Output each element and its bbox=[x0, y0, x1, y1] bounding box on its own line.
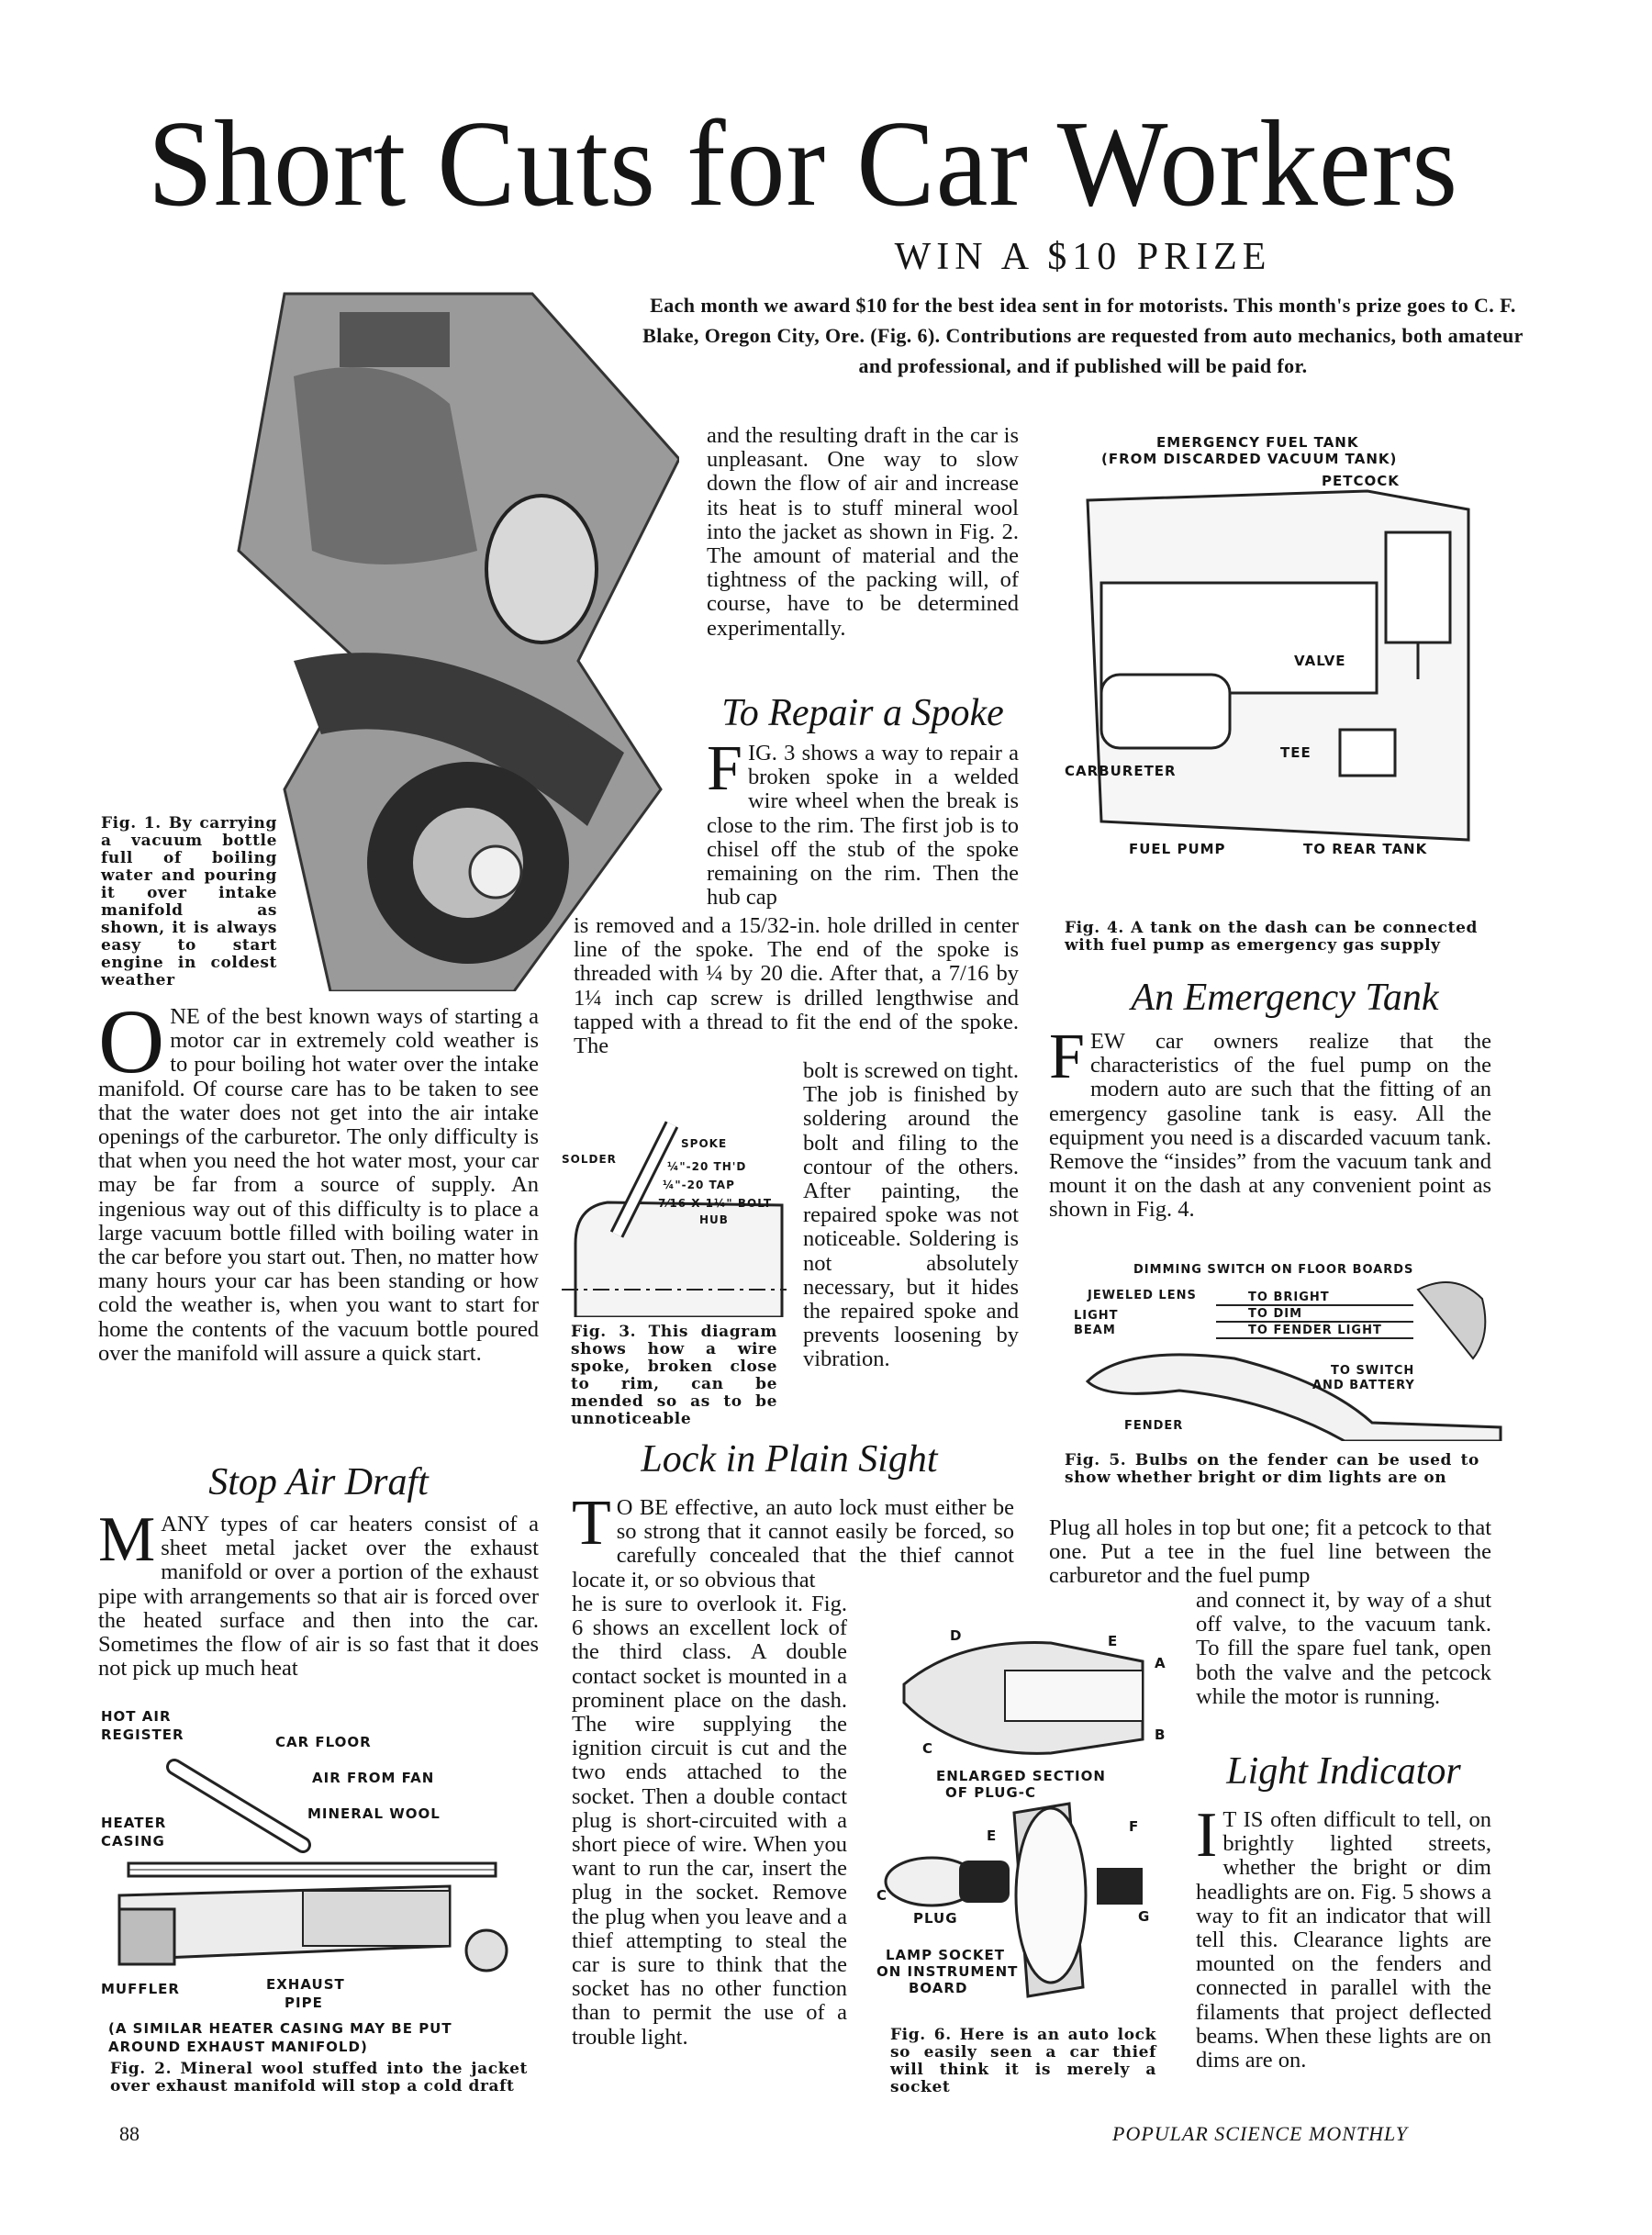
stop-air-draft-text: ANY types of car heaters consist of a sheet metal jacket over the exhaust manifold or over a portion of the exhaust pipe with arrangements so that air is forced over the heated surface and then into the car. Sometimes the flow of air is so fast that it does not pick up much heat bbox=[98, 1512, 539, 1682]
fig5-label-to-dim: TO DIM bbox=[1248, 1307, 1303, 1321]
stop-air-draft-dropcap: M bbox=[98, 1504, 156, 1575]
fig4-caption: Fig. 4. A tank on the dash can be connected with fuel pump as emergency gas supply bbox=[1065, 919, 1478, 955]
fig2-label-pipe: PIPE bbox=[285, 1995, 323, 2011]
fig6-label-a: A bbox=[1155, 1655, 1166, 1671]
fig6-diagram bbox=[876, 1620, 1179, 2006]
fig4-label-tank: EMERGENCY FUEL TANK bbox=[1156, 434, 1359, 451]
fig5-label-to-bright: TO BRIGHT bbox=[1248, 1291, 1330, 1304]
light-indicator-text: T IS often difficult to tell, on brightly lighted streets, whether the bright or dim headlights are on. Fig. 5 shows a way to fit an indicator that will tell this. Clearance lights are mounted on the fenders and connected in parallel with the filaments that project deflected beams. When these lights are on dims are on. bbox=[1196, 1807, 1491, 2073]
fig4-diagram bbox=[1065, 427, 1505, 904]
lock-text-wide: O BE effective, an auto lock must either be so strong that it cannot easily be forced, so carefully concealed that the thief cannot locate it, or so obvious that bbox=[572, 1495, 1014, 1592]
fig3-label-spoke: SPOKE bbox=[681, 1137, 728, 1150]
fig6-label-f: F bbox=[1129, 1818, 1140, 1835]
fig3-label-bolt: 7⁄16 X 1¼" BOLT bbox=[658, 1197, 773, 1210]
lock-article-wide bbox=[572, 1488, 1014, 1592]
lock-text-narrow: he is sure to overlook it. Fig. 6 shows an excellent lock of the third class. A double contact socket is mounted in a prominent place on the dash. The wire supplying the ignition circuit is cut and the two ends attached to the socket. Then a double contact plug is short-circuited with a short piece of wire. When you want to run the car, insert the plug in the socket. Remove the plug when you leave and a thief attempting to steal the car is sure to think that the socket has no other function than to permit the use of a trouble light. bbox=[572, 1592, 847, 2050]
fig5-label-and-battery: AND BATTERY bbox=[1312, 1379, 1415, 1392]
fig6-label-e: E bbox=[987, 1827, 998, 1844]
fig6-label-c-top: C bbox=[922, 1740, 934, 1757]
fig2-label-muffler: MUFFLER bbox=[101, 1981, 180, 1997]
repair-spoke-heading: To Repair a Spoke bbox=[721, 692, 1004, 734]
fig5-label-fender: FENDER bbox=[1124, 1419, 1184, 1433]
fig2-label-register: REGISTER bbox=[101, 1727, 184, 1743]
light-indicator-article bbox=[1196, 1800, 1491, 2073]
repair-spoke-dropcap: F bbox=[707, 733, 742, 804]
fig2-label-air-from-fan: AIR FROM FAN bbox=[312, 1770, 435, 1786]
fig2-label-heater: HEATER bbox=[101, 1815, 167, 1831]
stop-air-draft-article bbox=[98, 1504, 539, 1682]
fig6-label-e-top: E bbox=[1108, 1633, 1119, 1649]
repair-spoke-text-top: IG. 3 shows a way to repair a broken spoke in a welded wire wheel when the break is close to the rim. The first job is to chisel off the stub of the spoke remaining on the rim. Then the hub cap bbox=[707, 741, 1019, 911]
page-number: 88 bbox=[119, 2122, 140, 2145]
fig5-label-dimming-switch: DIMMING SWITCH ON FLOOR BOARDS bbox=[1133, 1263, 1414, 1277]
page-title: Short Cuts for Car Workers bbox=[147, 95, 1459, 232]
fig4-label-rear-tank: TO REAR TANK bbox=[1303, 841, 1428, 857]
fig6-caption: Fig. 6. Here is an auto lock so easily seen a car thief will think it is merely a socket bbox=[890, 2026, 1156, 2096]
fig5-diagram bbox=[1069, 1253, 1510, 1441]
fig5-label-jeweled-lens: JEWELED LENS bbox=[1088, 1289, 1197, 1302]
emergency-tank-continued-narrow: and connect it, by way of a shut off valve, to the vacuum tank. To fill the spare fuel tank, open both the valve and the petcock while the motor is running. bbox=[1196, 1588, 1491, 1709]
fig2-label-hot-air: HOT AIR bbox=[101, 1708, 172, 1725]
intro-dropcap: O bbox=[98, 990, 165, 1092]
repair-spoke-article-top bbox=[707, 733, 1019, 911]
fig6-label-b: B bbox=[1155, 1727, 1166, 1743]
fig6-label-d: D bbox=[950, 1627, 963, 1644]
fig6-label-c: C bbox=[876, 1887, 888, 1904]
fig5-label-to-fender-light: TO FENDER LIGHT bbox=[1248, 1324, 1382, 1337]
lock-heading: Lock in Plain Sight bbox=[641, 1438, 938, 1481]
magazine-name: POPULAR SCIENCE MONTHLY bbox=[1112, 2122, 1409, 2145]
fig3-caption: Fig. 3. This diagram shows how a wire spoke, broken close to rim, can be mended so as to be unnoticeable bbox=[571, 1323, 777, 1428]
prize-heading: WIN A $10 PRIZE bbox=[894, 236, 1272, 278]
fig5-label-beam: BEAM bbox=[1074, 1324, 1116, 1337]
fig4-label-fuel-pump: FUEL PUMP bbox=[1129, 841, 1226, 857]
light-indicator-dropcap: I bbox=[1196, 1800, 1218, 1871]
emergency-tank-article bbox=[1049, 1022, 1491, 1223]
fig6-label-plug-c: OF PLUG-C bbox=[945, 1784, 1036, 1801]
emergency-tank-text: EW car owners realize that the characteristics of the fuel pump on the modern auto are such that the fitting of an emergency gasoline tank is easy. All the equipment you need is a discarded vacuum tank. Remove the “insides” from the vacuum tank and mount it on the dash at any convenient point as shown in Fig. 4. bbox=[1049, 1029, 1491, 1223]
fig2-label-car-floor: CAR FLOOR bbox=[275, 1734, 372, 1750]
fig2-label-exhaust: EXHAUST bbox=[266, 1976, 345, 1993]
fig6-label-board: BOARD bbox=[909, 1980, 968, 1996]
fig3-label-hub: HUB bbox=[699, 1213, 729, 1226]
intro-article bbox=[98, 990, 539, 1366]
repair-spoke-text-narrow: bolt is screwed on tight. The job is finished by soldering around the bolt and filing to the contour of the others. After painting, the repaired spoke was not noticeable. Soldering is not absolutely necessary, but it hides the repaired spoke and prevents loosening by vibration. bbox=[803, 1058, 1019, 1372]
stop-air-draft-continued: and the resulting draft in the car is unpleasant. One way to slow down the flow of air and increase its heat is to stuff mineral wool into the jacket as shown in Fig. 2. The amount of material and the tightness of the packing will, of course, have to be determined experimentally. bbox=[707, 423, 1019, 641]
fig5-caption: Fig. 5. Bulbs on the fender can be used to show whether bright or dim lights are on bbox=[1065, 1451, 1479, 1487]
fig6-label-g: G bbox=[1138, 1908, 1151, 1925]
fig1-caption: Fig. 1. By carrying a vacuum bottle full of boiling water and pouring it over intake manifold as shown, it is always easy to start engine in coldest weather bbox=[101, 814, 277, 989]
fig6-label-section: ENLARGED SECTION bbox=[936, 1768, 1106, 1784]
fig2-label-casing: CASING bbox=[101, 1833, 165, 1849]
emergency-tank-dropcap: F bbox=[1049, 1022, 1085, 1092]
fig2-caption: Fig. 2. Mineral wool stuffed into the jacket over exhaust manifold will stop a cold draft bbox=[110, 2060, 528, 2095]
emergency-tank-heading: An Emergency Tank bbox=[1131, 977, 1439, 1019]
fig3-label-thd: ¼"-20 TH'D bbox=[667, 1160, 747, 1173]
emergency-tank-continued-wide: Plug all holes in top but one; fit a petcock to that one. Put a tee in the fuel line between the carburetor and the fuel pump bbox=[1049, 1515, 1491, 1589]
fig4-label-carbureter: CARBURETER bbox=[1065, 763, 1177, 779]
fig3-label-solder: SOLDER bbox=[562, 1153, 617, 1166]
fig6-label-instrument: ON INSTRUMENT bbox=[876, 1963, 1019, 1980]
fig6-label-plug: PLUG bbox=[913, 1910, 958, 1927]
fig2-diagram bbox=[101, 1703, 541, 2019]
fig2-label-mineral-wool: MINERAL WOOL bbox=[307, 1805, 441, 1822]
stop-air-draft-heading: Stop Air Draft bbox=[208, 1461, 429, 1503]
light-indicator-heading: Light Indicator bbox=[1226, 1750, 1461, 1793]
repair-spoke-text-wide: is removed and a 15/32-in. hole drilled in center line of the spoke. The end of the spoke is threaded with ¼ by 20 die. After that, a 7/16 by 1¼ inch cap screw is drilled lengthwise and tapped with a thread to fit the end of the spoke. The bbox=[574, 913, 1019, 1059]
intro-text: NE of the best known ways of starting a motor car in extremely cold weather is to pour boiling hot water over the intake manifold. Of course care has to be taken to see that the water does not get into the air intake openings of the carburetor. The only difficulty is that when you need the hot water most, your car may be far from a source of supply. An ingenious way out of this difficulty is to place a large vacuum bottle filled with boiling water in the car before you start out. Then, no matter how many hours your car has been standing or how cold the weather is, when you want to start for home the contents of the vacuum bottle poured over the manifold will assure a quick start. bbox=[98, 1004, 539, 1366]
fig5-label-light: LIGHT bbox=[1074, 1309, 1119, 1323]
fig3-label-tap: ¼"-20 TAP bbox=[663, 1179, 735, 1191]
fig4-label-valve: VALVE bbox=[1294, 653, 1346, 669]
fig4-label-petcock: PETCOCK bbox=[1322, 473, 1400, 489]
fig6-label-lamp-socket: LAMP SOCKET bbox=[886, 1947, 1005, 1963]
fig4-label-tank-source: (FROM DISCARDED VACUUM TANK) bbox=[1101, 451, 1398, 467]
fig2-note: (A SIMILAR HEATER CASING MAY BE PUT AROUND EXHAUST MANIFOLD) bbox=[108, 2020, 452, 2055]
lock-dropcap: T bbox=[572, 1488, 611, 1559]
fig4-label-tee: TEE bbox=[1280, 744, 1312, 761]
prize-announcement: Each month we award $10 for the best idea sent in for motorists. This month's prize goes to C. F. Blake, Oregon City, Ore. (Fig. 6). Contributions are requested from auto mechanics, both amateur and professional, and if published will be paid for. bbox=[642, 294, 1524, 377]
fig3-diagram bbox=[562, 1097, 791, 1317]
fig5-label-to-switch: TO SWITCH bbox=[1331, 1364, 1415, 1378]
